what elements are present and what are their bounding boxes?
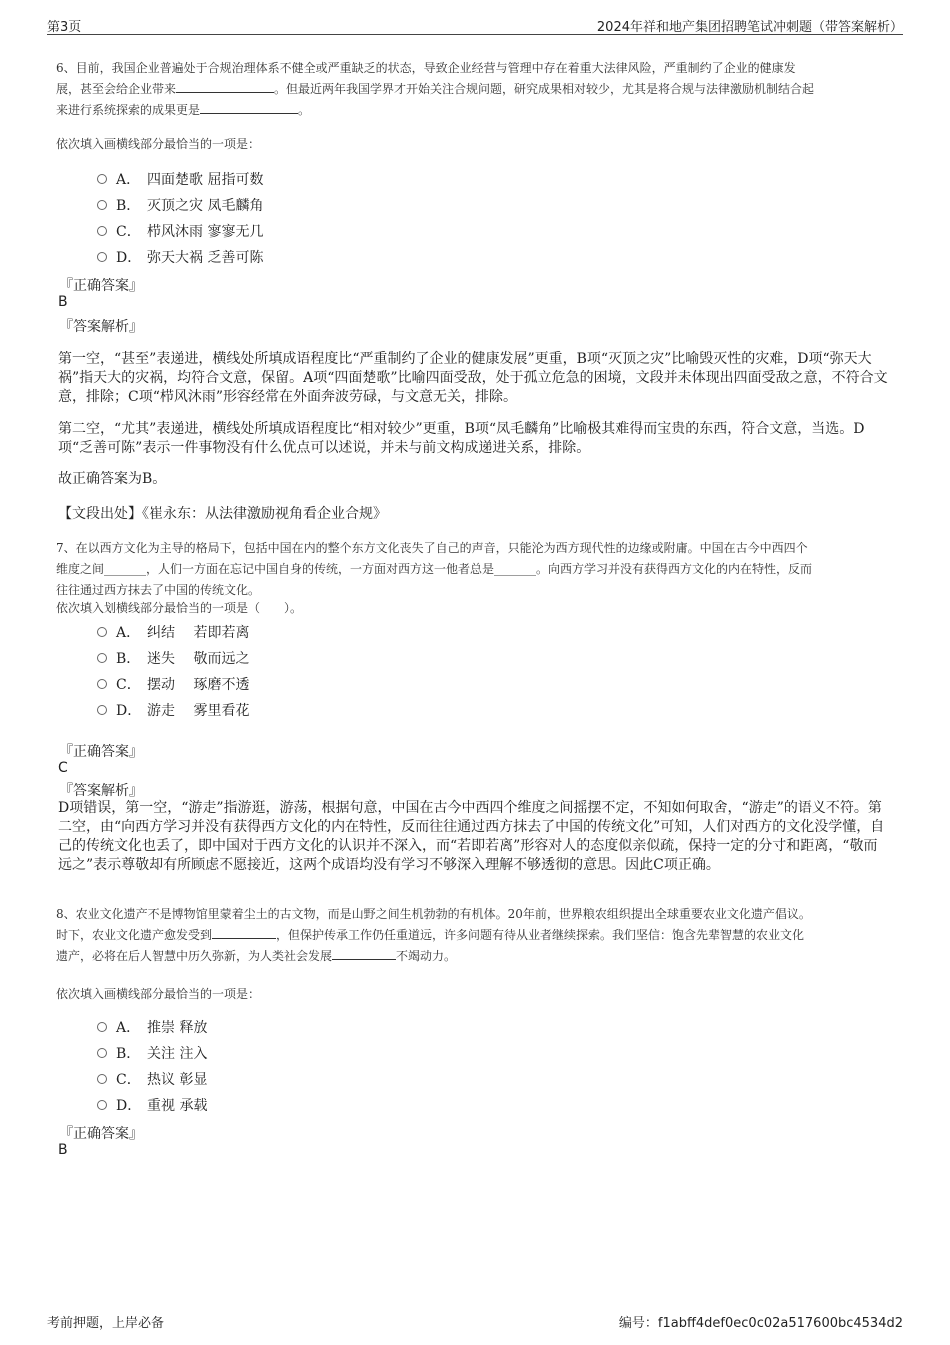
q7-option-d[interactable]: D． 游走 雾里看花 <box>97 700 249 720</box>
radio-icon[interactable] <box>97 252 107 262</box>
q8-line-2: 时下，农业文化遗产愈发受到 ，但保护传承工作仍任重道远，许多问题有待从业者继续探索。我们坚信：饱含先辈智慧的农业文化 <box>56 928 805 942</box>
q7-option-c[interactable]: C． 摆动 琢磨不透 <box>97 674 249 694</box>
question-7-stem <box>56 538 892 601</box>
q6-analysis-p2: 第二空，“尤其”表递进，横线处所填成语程度比“相对较少”更重，B项“凤毛麟角”比喻极其难得而宝贵的东西，符合文意，当选。D项“乏善可陈”表示一件事物没有什么优点可以述说，并未与前文构成递进关系，排除。 <box>58 421 865 456</box>
q8-line-1: 8、农业文化遗产不是博物馆里蒙着尘土的古文物，而是山野之间生机勃勃的有机体。20年前，世界粮农组织提出全球重要农业文化遗产倡议。 <box>56 907 811 921</box>
q6-analysis-p3: 故正确答案为B。 <box>58 471 167 487</box>
q6-source: 【文段出处】《崔永东：从法律激励视角看企业合规》 <box>58 506 387 522</box>
radio-icon[interactable] <box>97 705 107 715</box>
q6-option-a[interactable]: A． 四面楚歌 屈指可数 <box>97 169 263 189</box>
blank <box>212 926 276 939</box>
q7-answer-label: 『正确答案』 <box>59 744 143 760</box>
blank <box>332 947 396 960</box>
radio-icon[interactable] <box>97 1074 107 1084</box>
q7-analysis: D项错误，第一空，“游走”指游逛，游荡，根据句意，中国在古今中西四个维度之间摇摆不定，不知如何取舍，“游走”的语义不符。第二空，由“向西方学习并没有获得西方文化的内在特性，反而往往通过西方抹去了中国的传统文化”可知，人们对西方的文化没学懂，自己的传统文化也丢了，即中国对于西方文化的认识并不深入，而“若即若离”形容对人的态度似亲似疏，保持一定的分寸和距离，“敬而远之”表示尊敬却有所顾虑不愿接近，这两个成语均没有学习不够深入理解不够透彻的意思。因此C项正确。 <box>58 800 885 873</box>
q8-option-b[interactable]: B． 关注 注入 <box>97 1043 207 1063</box>
q6-answer: B <box>58 294 68 310</box>
radio-icon[interactable] <box>97 679 107 689</box>
radio-icon[interactable] <box>97 653 107 663</box>
blank <box>200 101 298 114</box>
document-code: 编号：f1abff4def0ec0c02a517600bc4534d2 <box>618 1316 903 1331</box>
page-header <box>47 14 903 35</box>
page-footer <box>47 1312 903 1332</box>
q6-instruction: 依次填入画横线部分最恰当的一项是： <box>56 137 261 151</box>
q6-line-3: 来进行系统探索的成果更是 。 <box>56 103 311 117</box>
radio-icon[interactable] <box>97 1022 107 1032</box>
q8-answer: B <box>58 1142 68 1158</box>
q6-line-1: 6、目前，我国企业普遍处于合规治理体系不健全或严重缺乏的状态，导致企业经营与管理中存在着重大法律风险，严重制约了企业的健康发 <box>56 61 796 75</box>
radio-icon[interactable] <box>97 200 107 210</box>
q8-line-3: 遗产，必将在后人智慧中历久弥新，为人类社会发展 不竭动力。 <box>56 949 457 963</box>
q7-line-3: 往往通过西方抹去了中国的传统文化。 <box>56 583 261 597</box>
q8-answer-label: 『正确答案』 <box>59 1126 143 1142</box>
document-title: 2024年祥和地产集团招聘笔试冲刺题（带答案解析） <box>596 20 903 35</box>
footer-slogan: 考前押题，上岸必备 <box>47 1316 165 1331</box>
q7-answer: C <box>58 760 68 776</box>
question-8-stem <box>56 904 892 967</box>
q6-option-c[interactable]: C． 栉风沐雨 寥寥无几 <box>97 221 263 241</box>
q7-option-a[interactable]: A． 纠结 若即若离 <box>97 622 249 642</box>
q8-option-c[interactable]: C． 热议 彰显 <box>97 1069 207 1089</box>
q7-analysis-label: 『答案解析』 <box>59 783 143 799</box>
q7-line-1: 7、在以西方文化为主导的格局下，包括中国在内的整个东方文化丧失了自己的声音，只能沦为西方现代性的边缘或附庸。中国在古今中西四个 <box>56 541 808 555</box>
q6-analysis-p1: 第一空，“甚至”表递进，横线处所填成语程度比“严重制约了企业的健康发展”更重，B项“灭顶之灾”比喻毁灭性的灾难，D项“弥天大祸”指天大的灾祸，均符合文意，保留。A项“四面楚歌”比喻四面受敌，处于孤立危急的困境，文段并未体现出四面受敌之意，不符合文意，排除；C项“栉风沐雨”形容经常在外面奔波劳碌，与文意无关，排除。 <box>58 351 888 405</box>
q7-instruction: 依次填入划横线部分最恰当的一项是（ ）。 <box>56 601 303 615</box>
radio-icon[interactable] <box>97 226 107 236</box>
question-6-stem <box>56 58 892 121</box>
q8-option-d[interactable]: D． 重视 承载 <box>97 1095 207 1115</box>
q8-instruction: 依次填入画横线部分最恰当的一项是： <box>56 987 261 1001</box>
q6-line-2: 展，甚至会给企业带来 。但最近两年我国学界才开始关注合规问题，研究成果相对较少，尤其是将合规与法律激励机制结合起 <box>56 82 815 96</box>
radio-icon[interactable] <box>97 1100 107 1110</box>
q6-option-b[interactable]: B． 灭顶之灾 凤毛麟角 <box>97 195 263 215</box>
q7-line-2: 维度之间_______，人们一方面在忘记中国自身的传统，一方面对西方这一他者总是_______。向西方学习并没有获得西方文化的内在特性，反而 <box>56 562 813 576</box>
radio-icon[interactable] <box>97 174 107 184</box>
page-number: 第3页 <box>47 20 82 35</box>
q6-option-d[interactable]: D． 弥天大祸 乏善可陈 <box>97 247 263 267</box>
radio-icon[interactable] <box>97 1048 107 1058</box>
q7-option-b[interactable]: B． 迷失 敬而远之 <box>97 648 249 668</box>
blank <box>176 80 274 93</box>
q8-option-a[interactable]: A． 推崇 释放 <box>97 1017 207 1037</box>
radio-icon[interactable] <box>97 627 107 637</box>
q6-answer-label: 『正确答案』 <box>59 278 143 294</box>
q6-analysis-label: 『答案解析』 <box>59 319 143 335</box>
